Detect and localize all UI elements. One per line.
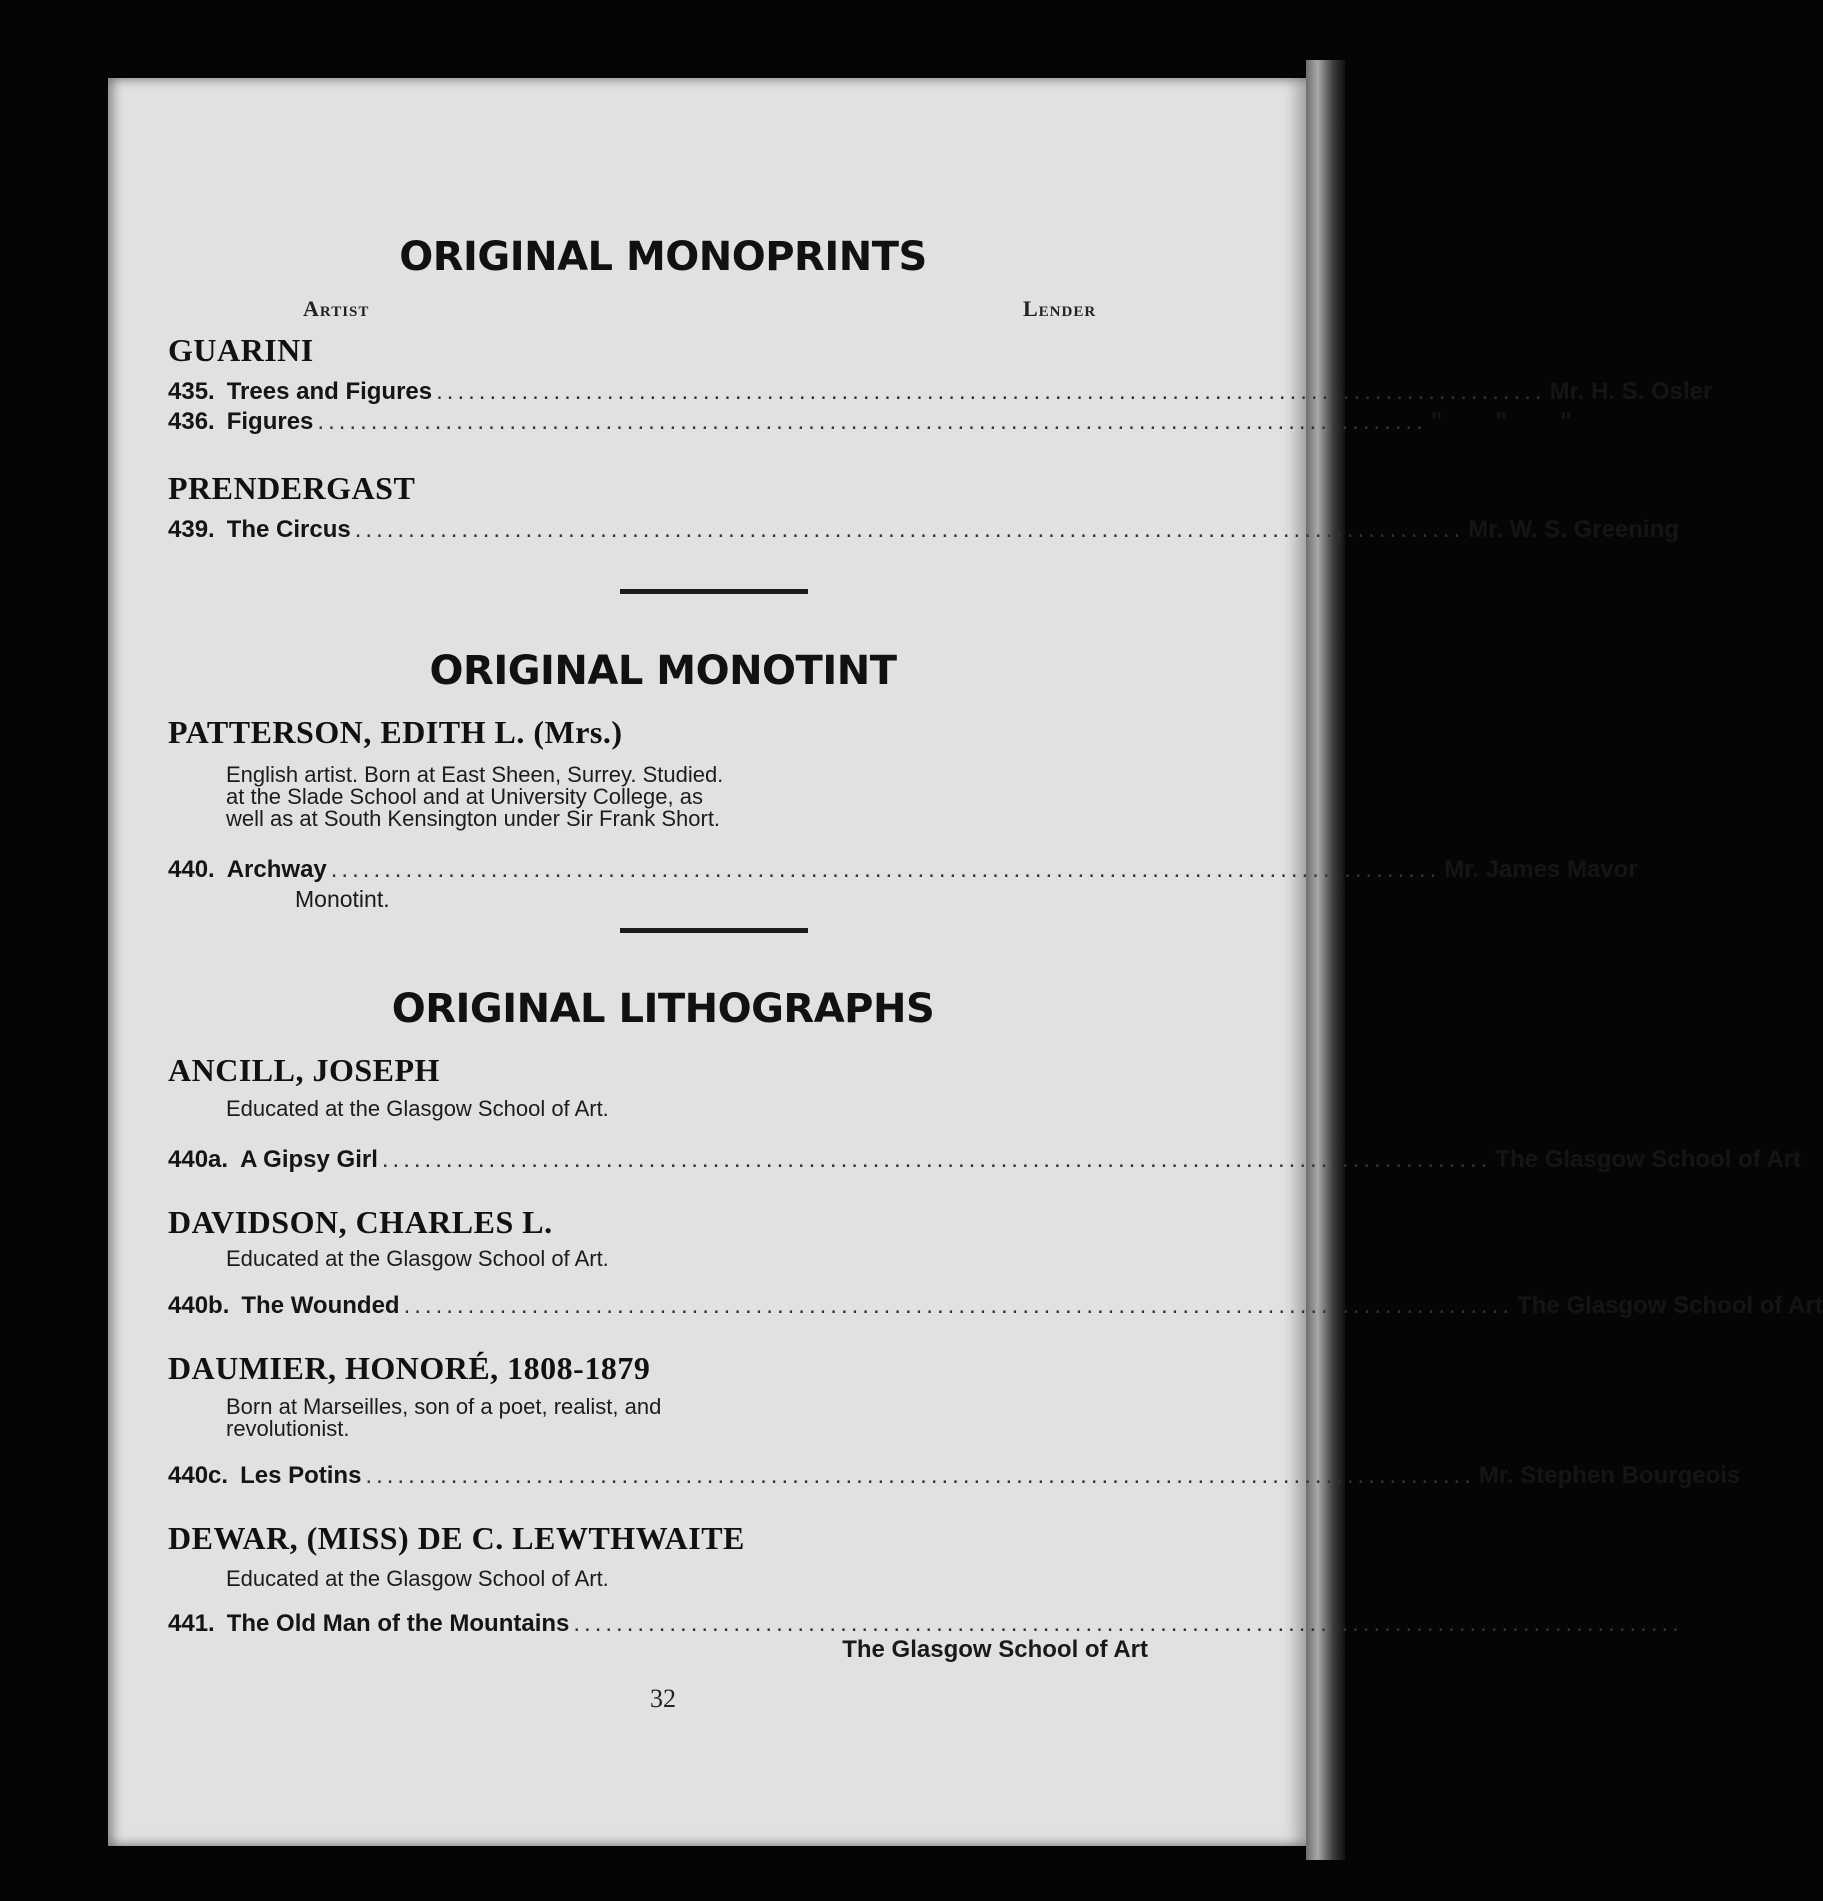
biography-line: at the Slade School and at University College, as: [226, 784, 703, 809]
biography-line: English artist. Born at East Sheen, Surrey. Studied.: [226, 762, 724, 787]
entry-title: Archway: [226, 856, 327, 883]
entry-title: The Old Man of the Mountains: [226, 1610, 570, 1637]
biography-line: well as at South Kensington under Sir Frank Short.: [226, 806, 721, 831]
artist-biography: [226, 764, 986, 830]
biography-line: revolutionist.: [226, 1416, 350, 1441]
artist-biography: Educated at the Glasgow School of Art.: [226, 1566, 609, 1591]
column-header-lender: Lender: [1023, 296, 1097, 321]
entry-number: 440c.: [168, 1462, 229, 1489]
catalogue-entry-435: [168, 378, 1713, 408]
entry-number: 435.: [168, 378, 215, 405]
dot-leader: ........................................................................................................: [573, 1610, 1683, 1637]
entry-lender: Mr. Stephen Bourgeois: [1478, 1462, 1741, 1489]
entry-number: 440a.: [168, 1146, 229, 1173]
artist-name-ancill: ANCILL, JOSEPH: [168, 1052, 440, 1088]
section-divider: [620, 589, 808, 594]
dot-leader: ........................................................................................................: [436, 378, 1546, 405]
entry-title: The Wounded: [241, 1292, 400, 1319]
entry-number: 436.: [168, 408, 215, 435]
artist-name-patterson: PATTERSON, EDITH L. (Mrs.): [168, 714, 623, 750]
dot-leader: ........................................................................................................: [317, 408, 1427, 435]
page-number: 32: [650, 1684, 676, 1713]
entry-lender: The Glasgow School of Art: [1495, 1146, 1802, 1173]
section-title-lithographs: ORIGINAL LITHOGRAPHS: [391, 986, 935, 1032]
catalogue-entry-441: [168, 1610, 1683, 1640]
artist-name-guarini: GUARINI: [168, 332, 314, 368]
catalogue-entry-440c: [168, 1462, 1741, 1492]
entry-medium: Monotint.: [295, 886, 390, 912]
column-header-artist: Artist: [303, 296, 370, 321]
dot-leader: ........................................................................................................: [354, 516, 1465, 543]
dot-leader: ........................................................................................................: [330, 856, 1441, 883]
entry-number: 439.: [168, 516, 215, 543]
section-title-monoprints: ORIGINAL MONOPRINTS: [399, 234, 927, 280]
dot-leader: ........................................................................................................: [365, 1462, 1475, 1489]
artist-name-prendergast: PRENDERGAST: [168, 470, 416, 506]
catalogue-entry-439: [168, 516, 1679, 546]
entry-number: 440b.: [168, 1292, 230, 1319]
entry-title: The Circus: [226, 516, 351, 543]
catalogue-entry-440: [168, 856, 1638, 886]
entry-lender: Mr. H. S. Osler: [1549, 378, 1713, 405]
entry-lender: Mr. James Mavor: [1444, 856, 1638, 883]
entry-lender: " " ": [1430, 408, 1572, 435]
entry-number: 440.: [168, 856, 215, 883]
book-spine-edge: [1306, 60, 1345, 1860]
entry-lender: Mr. W. S. Greening: [1468, 516, 1679, 543]
artist-biography: Educated at the Glasgow School of Art.: [226, 1096, 609, 1121]
dot-leader: ........................................................................................................: [381, 1146, 1492, 1173]
dot-leader: ........................................................................................................: [403, 1292, 1514, 1319]
artist-name-davidson: DAVIDSON, CHARLES L.: [168, 1204, 553, 1240]
entry-title: Figures: [226, 408, 314, 435]
biography-line: Born at Marseilles, son of a poet, realist, and: [226, 1394, 662, 1419]
entry-number: 441.: [168, 1610, 215, 1637]
section-title-monotint: ORIGINAL MONOTINT: [429, 648, 897, 694]
artist-biography: Educated at the Glasgow School of Art.: [226, 1246, 609, 1271]
catalogue-entry-440b: [168, 1292, 1823, 1322]
catalogue-entry-436: [168, 408, 1572, 438]
artist-name-daumier: DAUMIER, HONORÉ, 1808-1879: [168, 1350, 651, 1386]
catalogue-entry-440a: [168, 1146, 1802, 1176]
entry-title: Trees and Figures: [226, 378, 433, 405]
artist-name-dewar: DEWAR, (MISS) DE C. LEWTHWAITE: [168, 1520, 745, 1556]
entry-lender: The Glasgow School of Art: [842, 1636, 1148, 1663]
entry-title: A Gipsy Girl: [240, 1146, 378, 1173]
entry-title: Les Potins: [240, 1462, 362, 1489]
artist-biography: [226, 1396, 986, 1440]
entry-lender: The Glasgow School of Art: [1517, 1292, 1823, 1319]
section-divider: [620, 928, 808, 933]
